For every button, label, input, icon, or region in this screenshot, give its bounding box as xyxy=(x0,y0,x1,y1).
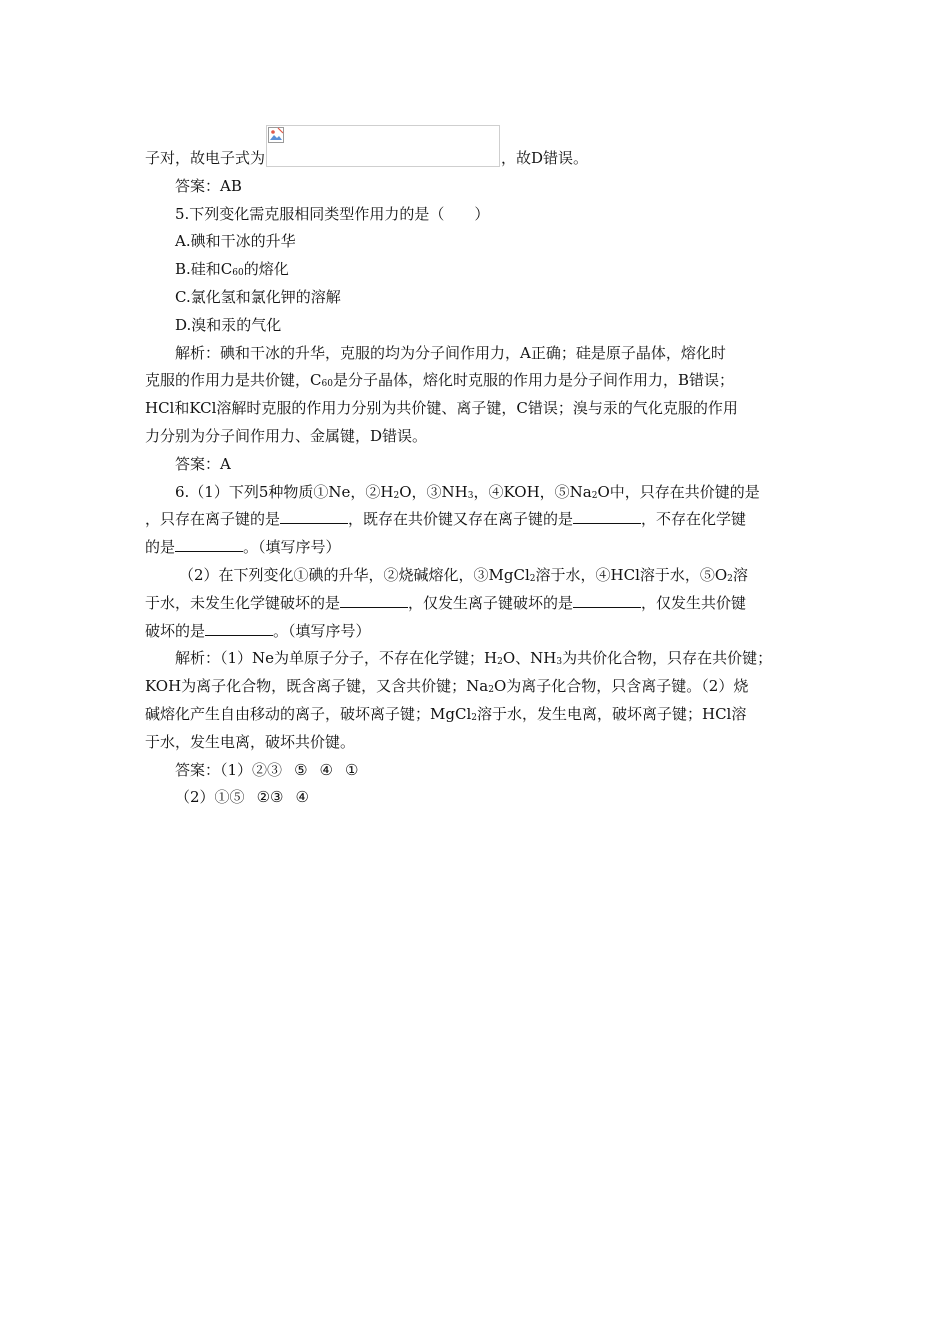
subscript: 2 xyxy=(471,712,477,723)
text: 为共价化合物，只存在共价键； xyxy=(562,649,773,668)
text: 溶 xyxy=(732,565,748,584)
subscript: 2 xyxy=(529,573,536,584)
text: 解析：（1）Ne为单原子分子，不存在化学键；H xyxy=(175,649,498,668)
text: KOH为离子化合物，既含离子键，又含共价键；Na xyxy=(145,677,489,696)
answer-blank[interactable] xyxy=(280,508,348,524)
text: ，只存在离子键的是 xyxy=(145,510,281,529)
broken-image-icon xyxy=(268,127,284,143)
option-b xyxy=(145,256,810,284)
text: ，不存在化学键 xyxy=(641,510,747,529)
text: O、NH xyxy=(502,649,557,668)
answer-value: ②③ xyxy=(256,788,284,807)
answer-5: 答案：A xyxy=(175,454,231,473)
text: ，仅发生共价键 xyxy=(641,593,747,612)
answer-blank[interactable] xyxy=(175,536,243,552)
question-6-part2-line2 xyxy=(145,590,810,618)
answer-value: ④ xyxy=(295,788,309,807)
text: 是分子晶体，熔化时克服的作用力是分子间作用力，B错误； xyxy=(332,371,734,390)
subscript: 3 xyxy=(467,490,474,501)
subscript: 2 xyxy=(488,685,494,696)
text: 。（填写序号） xyxy=(273,621,371,640)
question-6-part1-line1 xyxy=(145,479,810,507)
text: 于水，未发生化学键破坏的是 xyxy=(145,593,341,612)
text: ，④KOH，⑤Na xyxy=(473,482,592,501)
explanation-5-line3: HCl和KCl溶解时克服的作用力分别为共价键、离子键，C错误；溴与汞的气化克服的作用 xyxy=(145,399,738,418)
text: （2）在下列变化①碘的升华，②烧碱熔化，③MgCl xyxy=(179,565,530,584)
answer-value: ①⑤ xyxy=(214,788,245,807)
question-6-part2-line3 xyxy=(145,618,810,646)
explanation-5-line1: 解析：碘和干冰的升华，克服的均为分子间作用力，A正确；硅是原子晶体，熔化时 xyxy=(175,343,726,362)
text: 的是 xyxy=(145,538,176,557)
question-6-part1-line2 xyxy=(145,506,810,534)
answer-value: ②③ xyxy=(252,760,283,779)
question-6-part2-line1 xyxy=(145,562,810,590)
text: ，故D错误。 xyxy=(501,149,589,167)
explanation-6-line4: 于水，发生电离，破坏共价键。 xyxy=(145,732,356,751)
answer-value: ① xyxy=(344,760,359,779)
text: 碱熔化产生自由移动的离子，破坏离子键；MgCl xyxy=(145,704,472,723)
answer-blank[interactable] xyxy=(573,508,641,524)
answer-value: ④ xyxy=(319,760,333,779)
text: 。（填写序号） xyxy=(243,538,341,557)
answer-value: ⑤ xyxy=(294,760,308,779)
text: 子对，故电子式为 xyxy=(145,149,266,167)
text: 溶于水，发生电离，破坏离子键；HCl溶 xyxy=(476,704,747,723)
answer-blank[interactable] xyxy=(573,592,641,608)
subscript: 3 xyxy=(556,657,563,668)
answer-6-part1 xyxy=(145,757,810,785)
option-d: D.溴和汞的气化 xyxy=(175,315,282,334)
subscript: 2 xyxy=(727,573,733,584)
text: O中，只存在共价键的是 xyxy=(597,482,760,501)
explanation-5-line2 xyxy=(145,367,810,395)
text: ，仅发生离子键破坏的是 xyxy=(408,593,574,612)
line-electron-formula xyxy=(145,120,810,173)
explanation-6-line1 xyxy=(145,645,810,673)
option-a: A.碘和干冰的升华 xyxy=(175,232,296,251)
subscript: 2 xyxy=(497,657,503,668)
answer-6-part2 xyxy=(145,784,810,812)
text: 破坏的是 xyxy=(145,621,206,640)
answer-blank[interactable] xyxy=(340,592,408,608)
subscript: 60 xyxy=(321,379,333,390)
explanation-6-line2 xyxy=(145,673,810,701)
text: ，既存在共价键又存在离子键的是 xyxy=(348,510,574,529)
question-5: 5.下列变化需克服相同类型作用力的是（ ） xyxy=(175,204,490,223)
text: 答案：（1） xyxy=(175,760,253,779)
text: O，③NH xyxy=(399,482,468,501)
subscript: 2 xyxy=(591,490,598,501)
text: 6.（1）下列5种物质①Ne，②H xyxy=(175,482,394,501)
document-body xyxy=(145,120,810,812)
explanation-6-line3 xyxy=(145,701,810,729)
subscript: 60 xyxy=(232,268,244,279)
answer-4: 答案：AB xyxy=(175,176,242,195)
text: 溶于水，④HCl溶于水，⑤O xyxy=(535,565,728,584)
explanation-5-line4: 力分别为分子间作用力、金属键，D错误。 xyxy=(145,426,428,445)
option-c: C.氯化氢和氯化钾的溶解 xyxy=(175,287,341,306)
text: 克服的作用力是共价键，C xyxy=(145,371,322,390)
answer-blank[interactable] xyxy=(205,620,273,636)
text: O为离子化合物，只含离子键。（2）烧 xyxy=(494,677,749,696)
text: B.硅和C xyxy=(175,260,233,279)
electron-formula-image xyxy=(266,125,500,167)
question-6-part1-line3 xyxy=(145,534,810,562)
subscript: 2 xyxy=(393,490,400,501)
text: （2） xyxy=(175,788,215,807)
text: 的熔化 xyxy=(243,260,289,279)
